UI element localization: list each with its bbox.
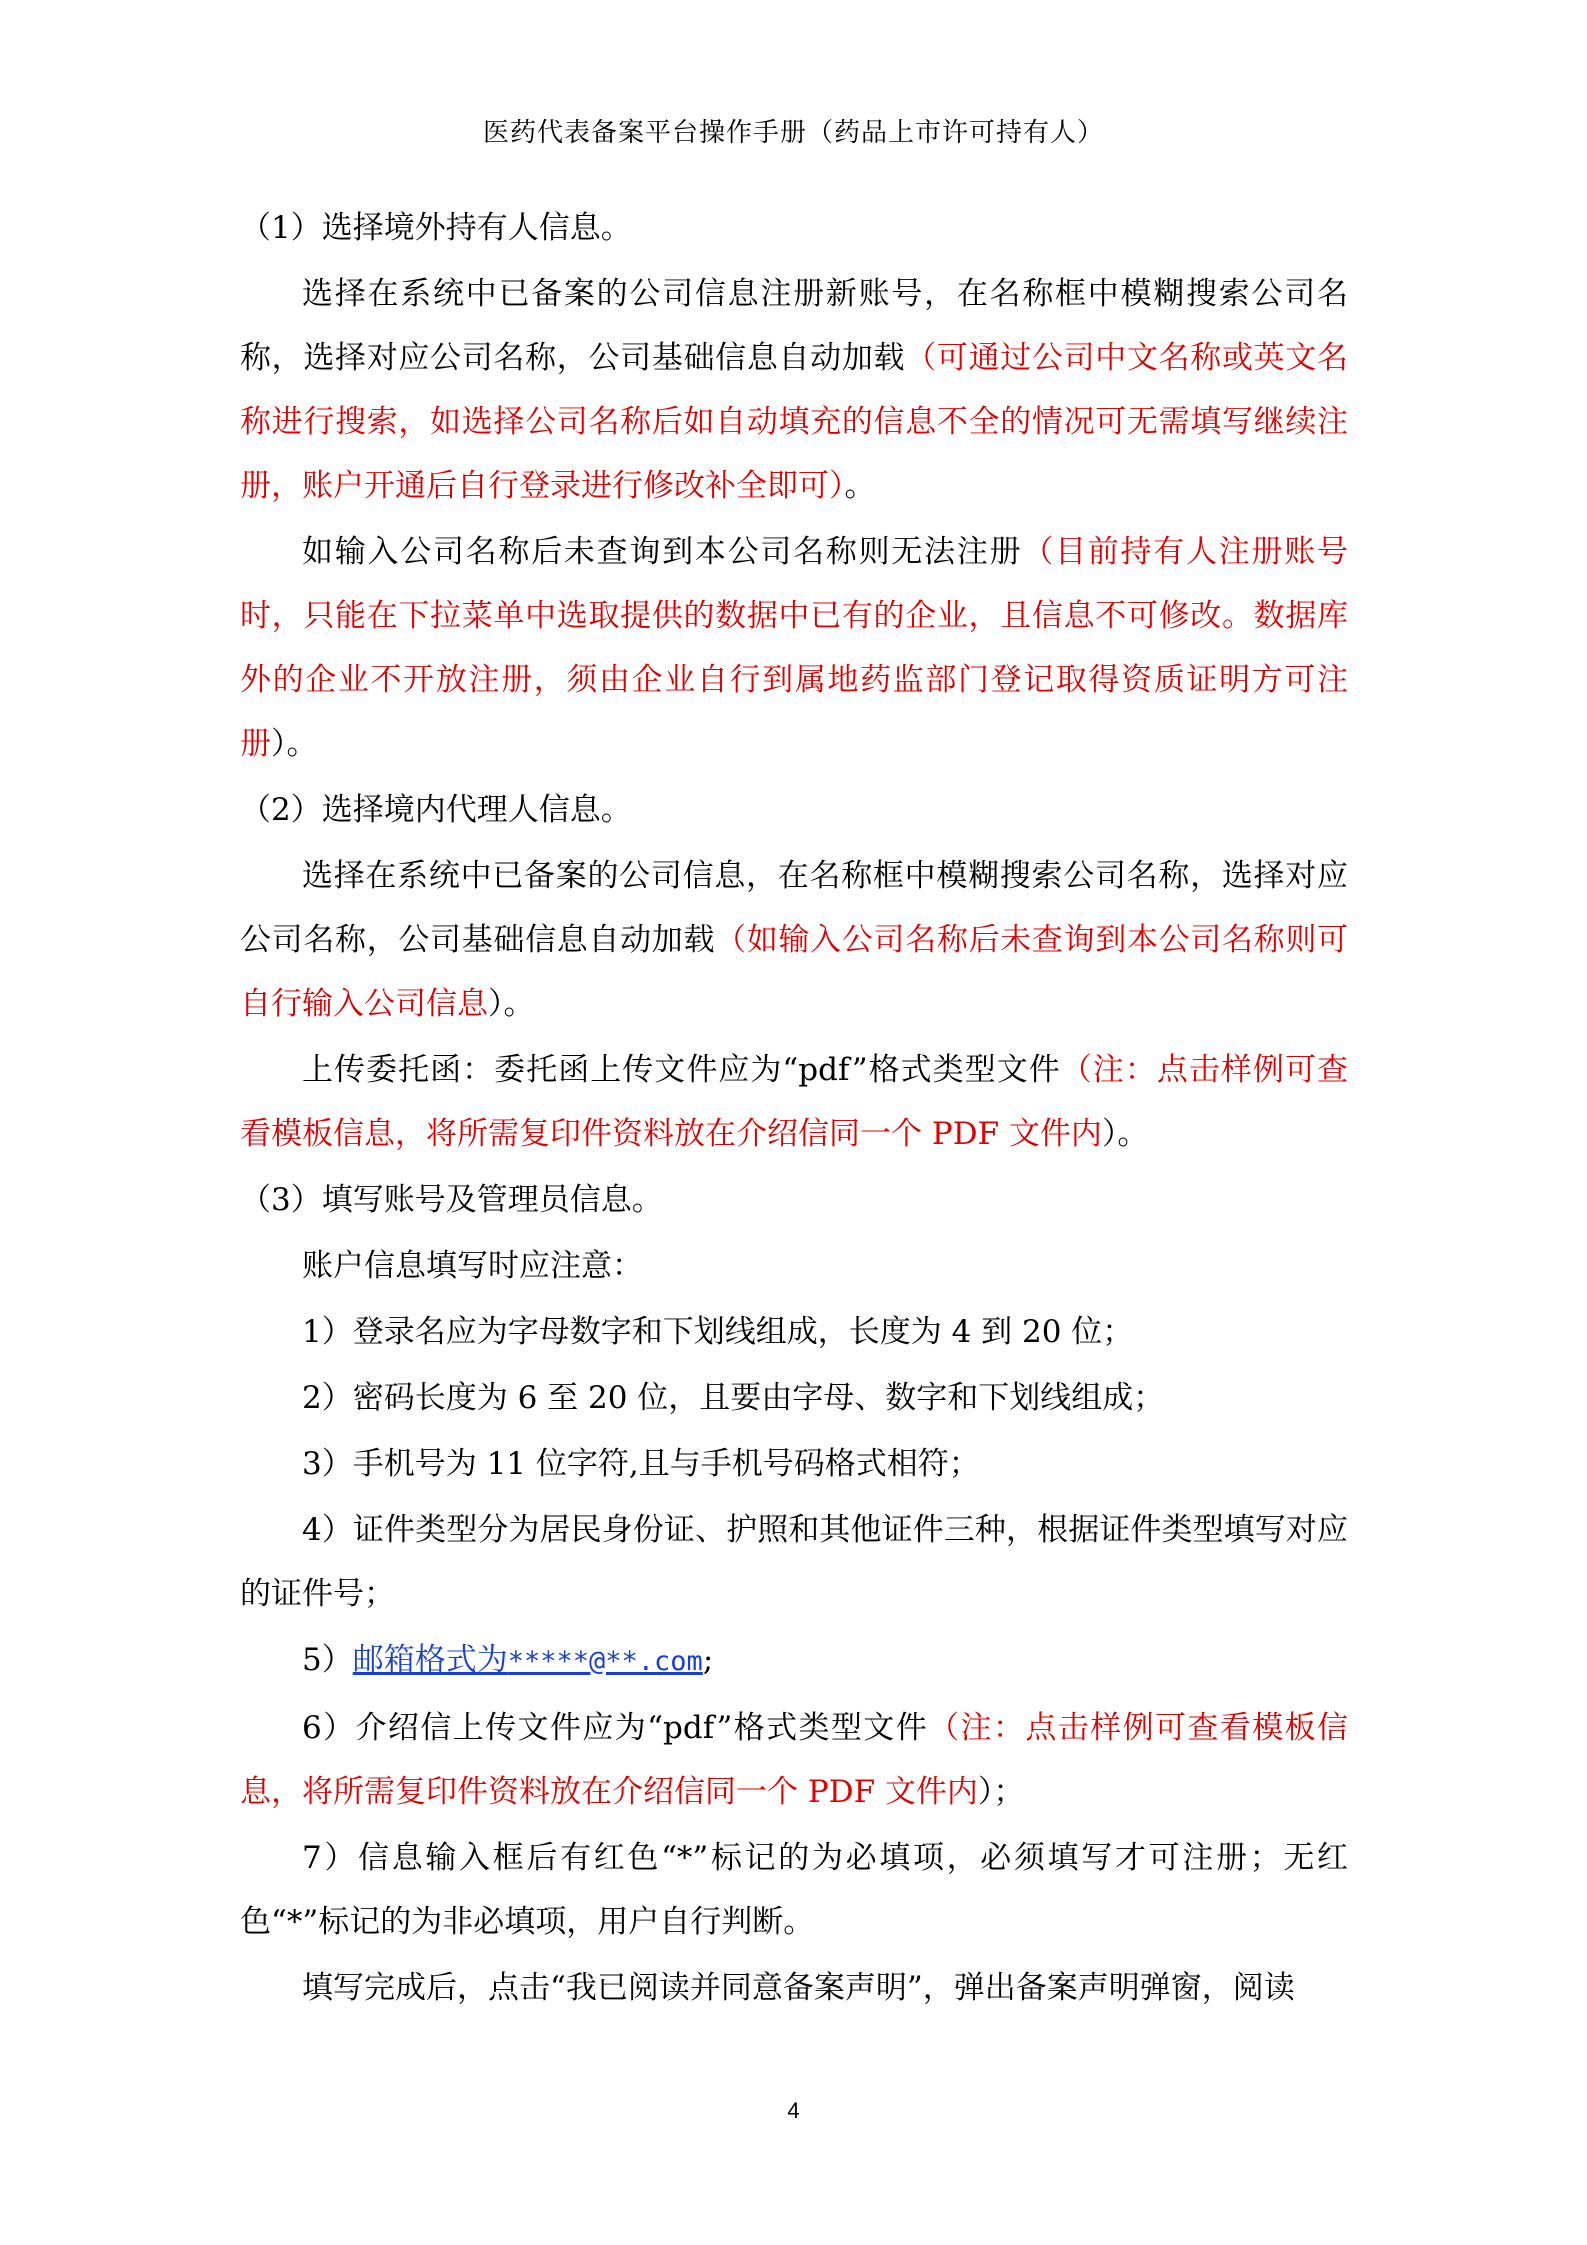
- final-paragraph-text: 填写完成后，点击“我已阅读并同意备案声明”，弹出备案声明弹窗，阅读: [302, 1970, 1295, 2006]
- section-1-paragraph-2: [240, 520, 1348, 776]
- rule-item-7: [240, 1826, 1348, 1954]
- page-number: 4: [787, 2098, 800, 2123]
- section-1-heading: [240, 196, 1348, 260]
- section-2-heading: [240, 778, 1348, 842]
- header-divider: [240, 160, 1348, 161]
- section-1-p2-note: （目前持有人注册账号时，只能在下拉菜单中选取提供的数据中已有的企业，且信息不可修改。数据库外的企业不开放注册，须由企业自行到属地药监部门登记取得资质证明方可注册: [240, 534, 1349, 762]
- rule-7-text: 7）信息输入框后有红色“*”标记的为必填项，必须填写才可注册；无红色“*”标记的为非必填项，用户自行判断。: [240, 1840, 1348, 1940]
- rule-6-text: 6）介绍信上传文件应为“pdf”格式类型文件: [302, 1710, 929, 1746]
- email-format-link[interactable]: [353, 1642, 703, 1678]
- email-format-link-pattern: *****@**.com: [507, 1646, 703, 1677]
- rule-4-text: 4）证件类型分为居民身份证、护照和其他证件三种，根据证件类型填写对应的证件号；: [240, 1512, 1348, 1612]
- rule-item-1: [240, 1300, 1348, 1364]
- final-paragraph: [240, 1956, 1348, 2020]
- section-1-heading-text: （1）选择境外持有人信息。: [240, 210, 632, 246]
- document-body: [240, 196, 1348, 2020]
- section-3-intro: [240, 1234, 1348, 1298]
- section-1-paragraph-1: [240, 262, 1348, 518]
- section-1-p1-text: 选择在系统中已备案的公司信息注册新账号，在名称框中模糊搜索公司名称，选择对应公司名称，公司基础信息自动加载: [240, 276, 1348, 376]
- rule-item-2: [240, 1366, 1348, 1430]
- section-1-p2-text: 如输入公司名称后未查询到本公司名称则无法注册: [302, 534, 1023, 570]
- rule-2-text: 2）密码长度为 6 至 20 位，且要由字母、数字和下划线组成；: [302, 1380, 1165, 1416]
- section-2-p1-text: 选择在系统中已备案的公司信息，在名称框中模糊搜索公司名称，选择对应公司名称，公司基础信息自动加载: [240, 858, 1348, 958]
- section-2-heading-text: （2）选择境内代理人信息。: [240, 792, 632, 828]
- rule-6-note: （注：点击样例可查看模板信息，将所需复印件资料放在介绍信同一个 PDF 文件内: [240, 1710, 1348, 1810]
- section-1-p2-end: ）。: [271, 726, 318, 762]
- rule-item-5: [240, 1628, 1348, 1694]
- section-2-p2-text: 上传委托函：委托函上传文件应为“pdf”格式类型文件: [302, 1052, 1061, 1088]
- section-3-intro-text: 账户信息填写时应注意：: [302, 1248, 643, 1284]
- rule-item-3: [240, 1432, 1348, 1496]
- email-format-link-text: 邮箱格式为: [352, 1642, 508, 1678]
- rule-5-prefix: 5）: [302, 1642, 353, 1678]
- section-2-paragraph-2: [240, 1038, 1348, 1166]
- section-2-p2-note: （注：点击样例可查看模板信息，将所需复印件资料放在介绍信同一个 PDF 文件内: [240, 1052, 1348, 1152]
- section-3-heading: [240, 1168, 1348, 1232]
- rule-1-text: 1）登录名应为字母数字和下划线组成，长度为 4 到 20 位；: [302, 1314, 1134, 1350]
- rule-item-4: [240, 1498, 1348, 1626]
- page-header-title: 医药代表备案平台操作手册（药品上市许可持有人）: [482, 118, 1104, 148]
- section-1-p1-note: （可通过公司中文名称或英文名称进行搜索，如选择公司名称后如自动填充的信息不全的情况可无需填写继续注册，账户开通后自行登录进行修改补全即可）: [240, 340, 1349, 504]
- section-3-heading-text: （3）填写账号及管理员信息。: [240, 1182, 663, 1218]
- rule-5-suffix: ;: [702, 1642, 714, 1678]
- rule-3-text: 3）手机号为 11 位字符,且与手机号码格式相符；: [302, 1446, 980, 1482]
- section-1-p1-end: 。: [844, 468, 876, 504]
- section-2-p1-end: ）。: [488, 986, 535, 1022]
- rule-6-end: ）；: [977, 1774, 1025, 1810]
- section-2-p2-end: ）。: [1101, 1116, 1149, 1152]
- section-2-paragraph-1: [240, 844, 1348, 1036]
- section-2-p1-note: （如输入公司名称后未查询到本公司名称则可自行输入公司信息: [240, 922, 1349, 1022]
- rule-item-6: [240, 1696, 1348, 1824]
